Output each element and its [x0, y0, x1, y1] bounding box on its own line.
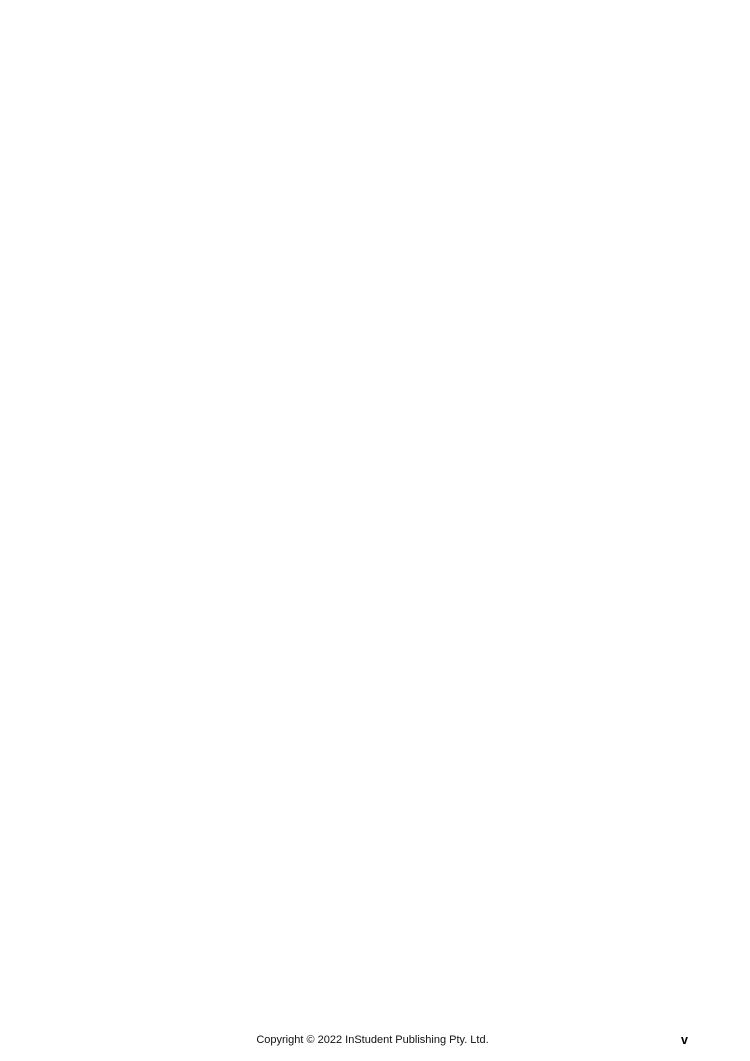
page-footer	[57, 1033, 688, 1049]
folio-page-number: v	[681, 1033, 688, 1047]
copyright-text: Copyright © 2022 InStudent Publishing Pty. Ltd.	[256, 1034, 489, 1046]
